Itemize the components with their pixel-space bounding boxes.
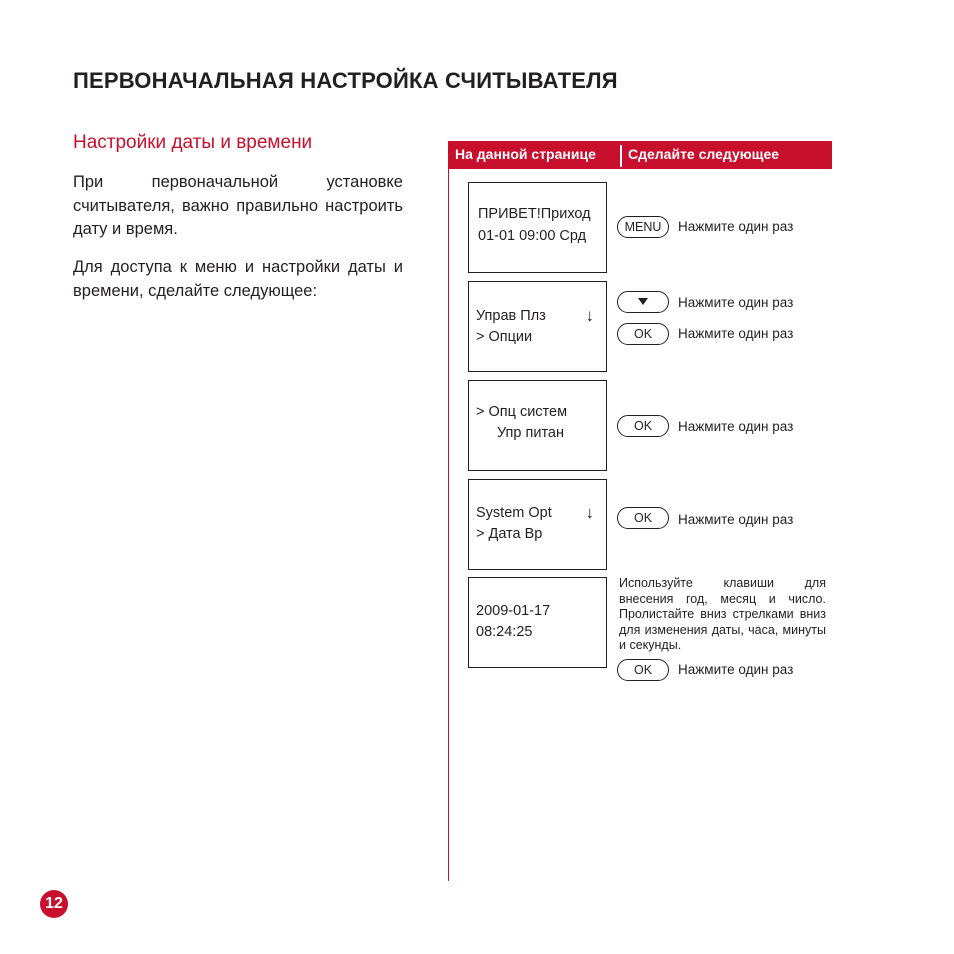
menu-button[interactable]: MENU <box>617 216 669 238</box>
lcd-line: 01-01 09:00 Срд <box>478 228 587 244</box>
ok-button[interactable]: OK <box>617 415 669 437</box>
lcd-screen-5 <box>468 577 607 668</box>
lcd-line: 2009-01-17 <box>476 603 551 619</box>
lcd-line: 08:24:25 <box>476 624 533 640</box>
action-text: Нажмите один раз <box>678 419 794 434</box>
header-do-following: Сделайте следующее <box>628 146 780 162</box>
lcd-line: > Опции <box>476 329 533 345</box>
section-subtitle: Настройки даты и времени <box>73 132 313 153</box>
page-title: ПЕРВОНАЧАЛЬНАЯ НАСТРОЙКА СЧИТЫВАТЕЛЯ <box>73 68 618 93</box>
ok-button[interactable]: OK <box>617 659 669 681</box>
ok-button[interactable]: OK <box>617 507 669 529</box>
action-text: Нажмите один раз <box>678 295 794 310</box>
lcd-line: > Дата Вр <box>476 526 543 542</box>
action-text: Нажмите один раз <box>678 512 794 527</box>
vertical-rule <box>448 169 449 881</box>
intro-paragraph: При первоначальной установке считывателя, важно правильно настроить дату и время. <box>73 173 403 238</box>
down-button[interactable] <box>617 291 669 313</box>
down-arrow-icon: ↓ <box>585 503 594 522</box>
lcd-line: System Opt <box>476 505 552 521</box>
lcd-screen-4 <box>468 479 607 570</box>
lcd-line: Упр питан <box>497 425 565 441</box>
action-text: Нажмите один раз <box>678 219 794 234</box>
action-text: Нажмите один раз <box>678 326 794 341</box>
lcd-screen-3 <box>468 380 607 471</box>
header-on-this-page: На данной странице <box>455 146 596 162</box>
lcd-line: ПРИВЕТ!Приход <box>478 206 591 222</box>
lcd-line: > Опц систем <box>476 404 568 420</box>
page-number-badge: 12 <box>40 890 68 918</box>
lcd-line: Управ Плз <box>476 308 546 324</box>
ok-button[interactable]: OK <box>617 323 669 345</box>
action-text: Нажмите один раз <box>678 662 794 677</box>
down-arrow-icon: ↓ <box>585 306 594 325</box>
lcd-screen-1 <box>468 182 607 273</box>
lcd-screen-2 <box>468 281 607 372</box>
header-divider <box>620 145 622 167</box>
date-entry-instruction: Используйте клавиши для внесения год, месяц и число. Пролистайте вниз стрелками вниз для изменения даты, часа, минуты и секунды. <box>619 576 826 652</box>
access-paragraph: Для доступа к меню и настройки даты и времени, сделайте следующее: <box>73 258 403 300</box>
down-triangle-icon <box>638 298 648 305</box>
